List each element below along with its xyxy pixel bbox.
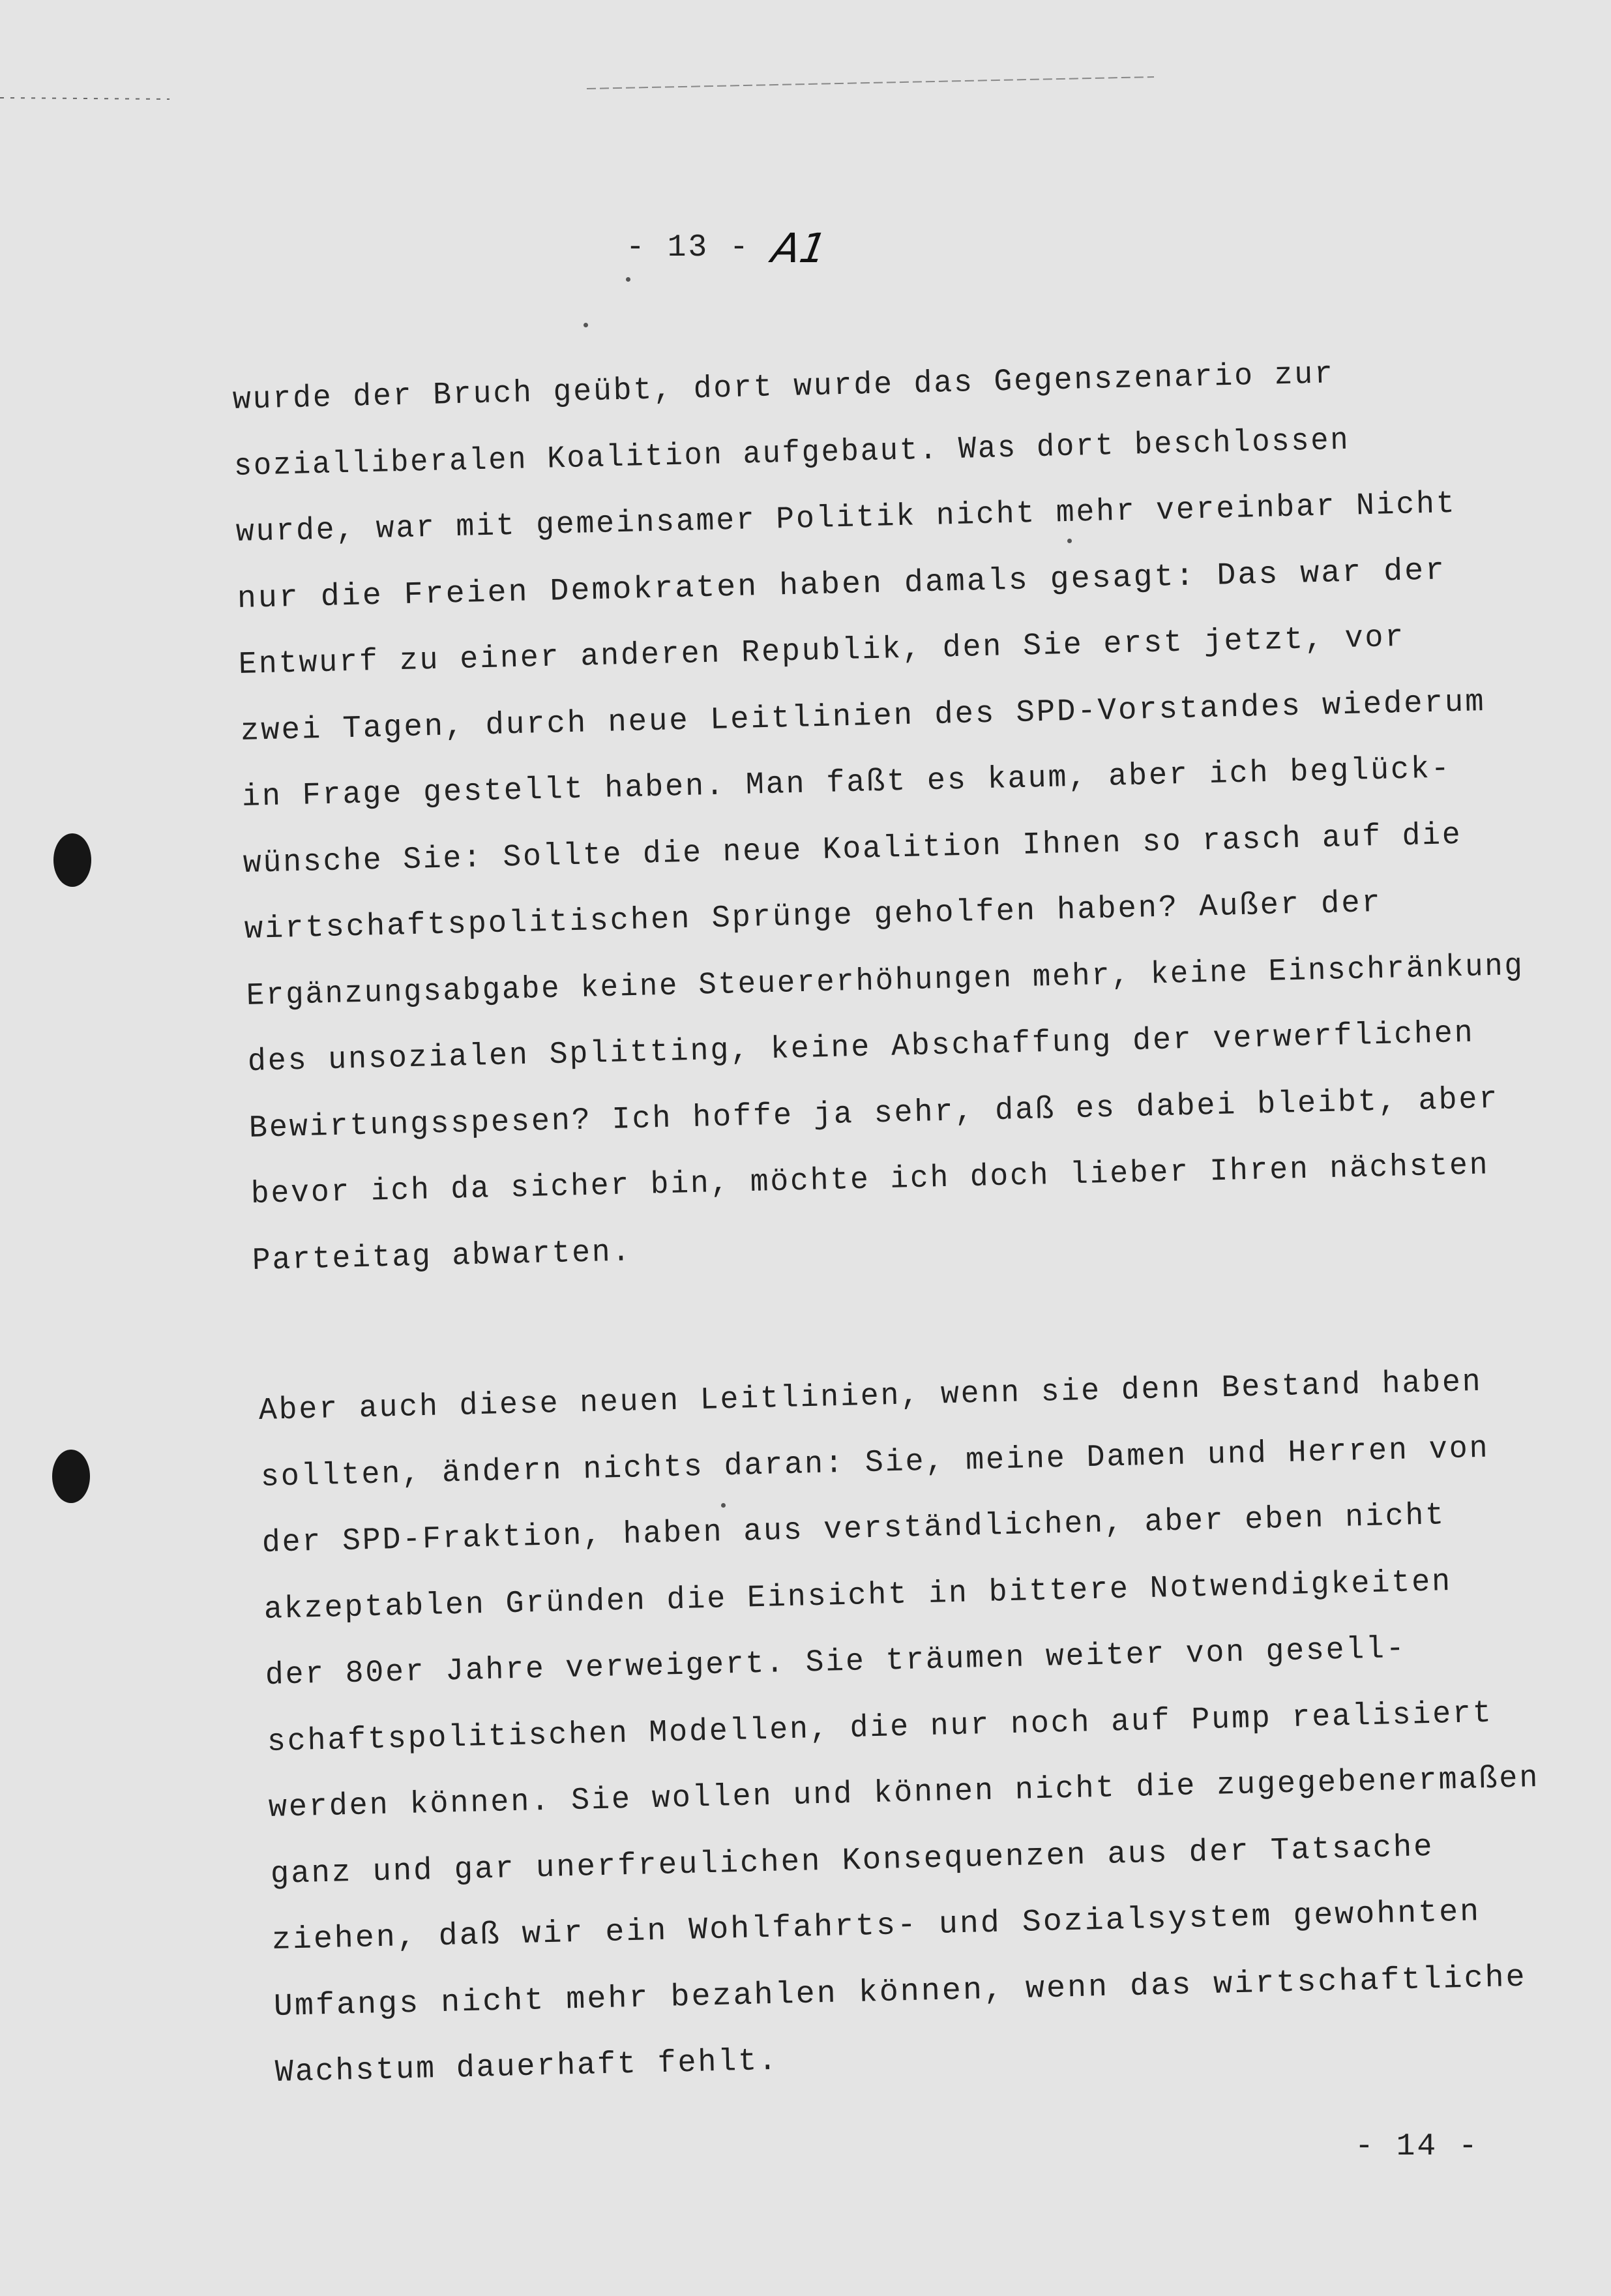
text-line: wünsche Sie: Sollte die neue Koalition Ihnen so rasch auf die	[243, 817, 1463, 882]
text-line: zwei Tagen, durch neue Leitlinien des SPD-Vorstandes wiederum	[239, 684, 1486, 749]
text-line: Wachstum dauerhaft fehlt.	[274, 2043, 779, 2091]
text-line: in Frage gestellt haben. Man faßt es kaum, aber ich beglück-	[241, 751, 1452, 815]
text-line: sollten, ändern nichts daran: Sie, meine Damen und Herren von	[259, 1431, 1490, 1495]
text-line: bevor ich da sicher bin, möchte ich doch lieber Ihren nächsten	[250, 1148, 1490, 1212]
text-line: Bewirtungsspesen? Ich hoffe ja sehr, daß es dabei bleibt, aber	[248, 1081, 1500, 1146]
text-line: werden können. Sie wollen und können nicht die zugegebenermaßen	[268, 1761, 1540, 1826]
text-line: schaftspolitischen Modellen, die nur noch auf Pump realisiert	[266, 1695, 1493, 1760]
text-line: wurde der Bruch geübt, dort wurde das Gegenszenario zur	[232, 357, 1335, 418]
handwritten-mark: A1	[768, 224, 831, 272]
page-number: - 13 -	[626, 230, 750, 265]
text-line: ziehen, daß wir ein Wohlfahrts- und Sozialsystem gewohnten	[271, 1894, 1481, 1958]
text-line: des unsozialen Splitting, keine Abschaffung der verwerflichen	[247, 1015, 1475, 1080]
text-line: sozialliberalen Koalition aufgebaut. Was dort beschlossen	[233, 423, 1351, 485]
text-line: der 80er Jahre verweigert. Sie träumen weiter von gesell-	[265, 1631, 1407, 1693]
text-line: Parteitag abwarten.	[252, 1234, 632, 1279]
text-line: Entwurf zu einer anderen Republik, den Sie erst jetzt, vor	[238, 619, 1406, 683]
next-page-marker: - 14 -	[1355, 2129, 1479, 2164]
text-line: Aber auch diese neuen Leitlinien, wenn sie denn Bestand haben	[258, 1364, 1483, 1429]
text-line: wurde, war mit gemeinsamer Politik nicht mehr vereinbar Nicht	[235, 486, 1456, 550]
text-line: Ergänzungsabgabe keine Steuererhöhungen mehr, keine Einschränkung	[246, 948, 1525, 1014]
text-line: akzeptablen Gründen die Einsicht in bittere Notwendigkeiten	[263, 1564, 1453, 1628]
text-line: der SPD-Fraktion, haben aus verständlichen, aber eben nicht	[261, 1498, 1446, 1561]
text-line: ganz und gar unerfreulichen Konsequenzen aus der Tatsache	[269, 1829, 1434, 1892]
text-line: nur die Freien Demokraten haben damals gesagt: Das war der	[237, 552, 1447, 617]
text-line: Umfangs nicht mehr bezahlen können, wenn das wirtschaftliche	[273, 1960, 1527, 2025]
text-line: wirtschaftspolitischen Sprünge geholfen haben? Außer der	[244, 885, 1383, 947]
